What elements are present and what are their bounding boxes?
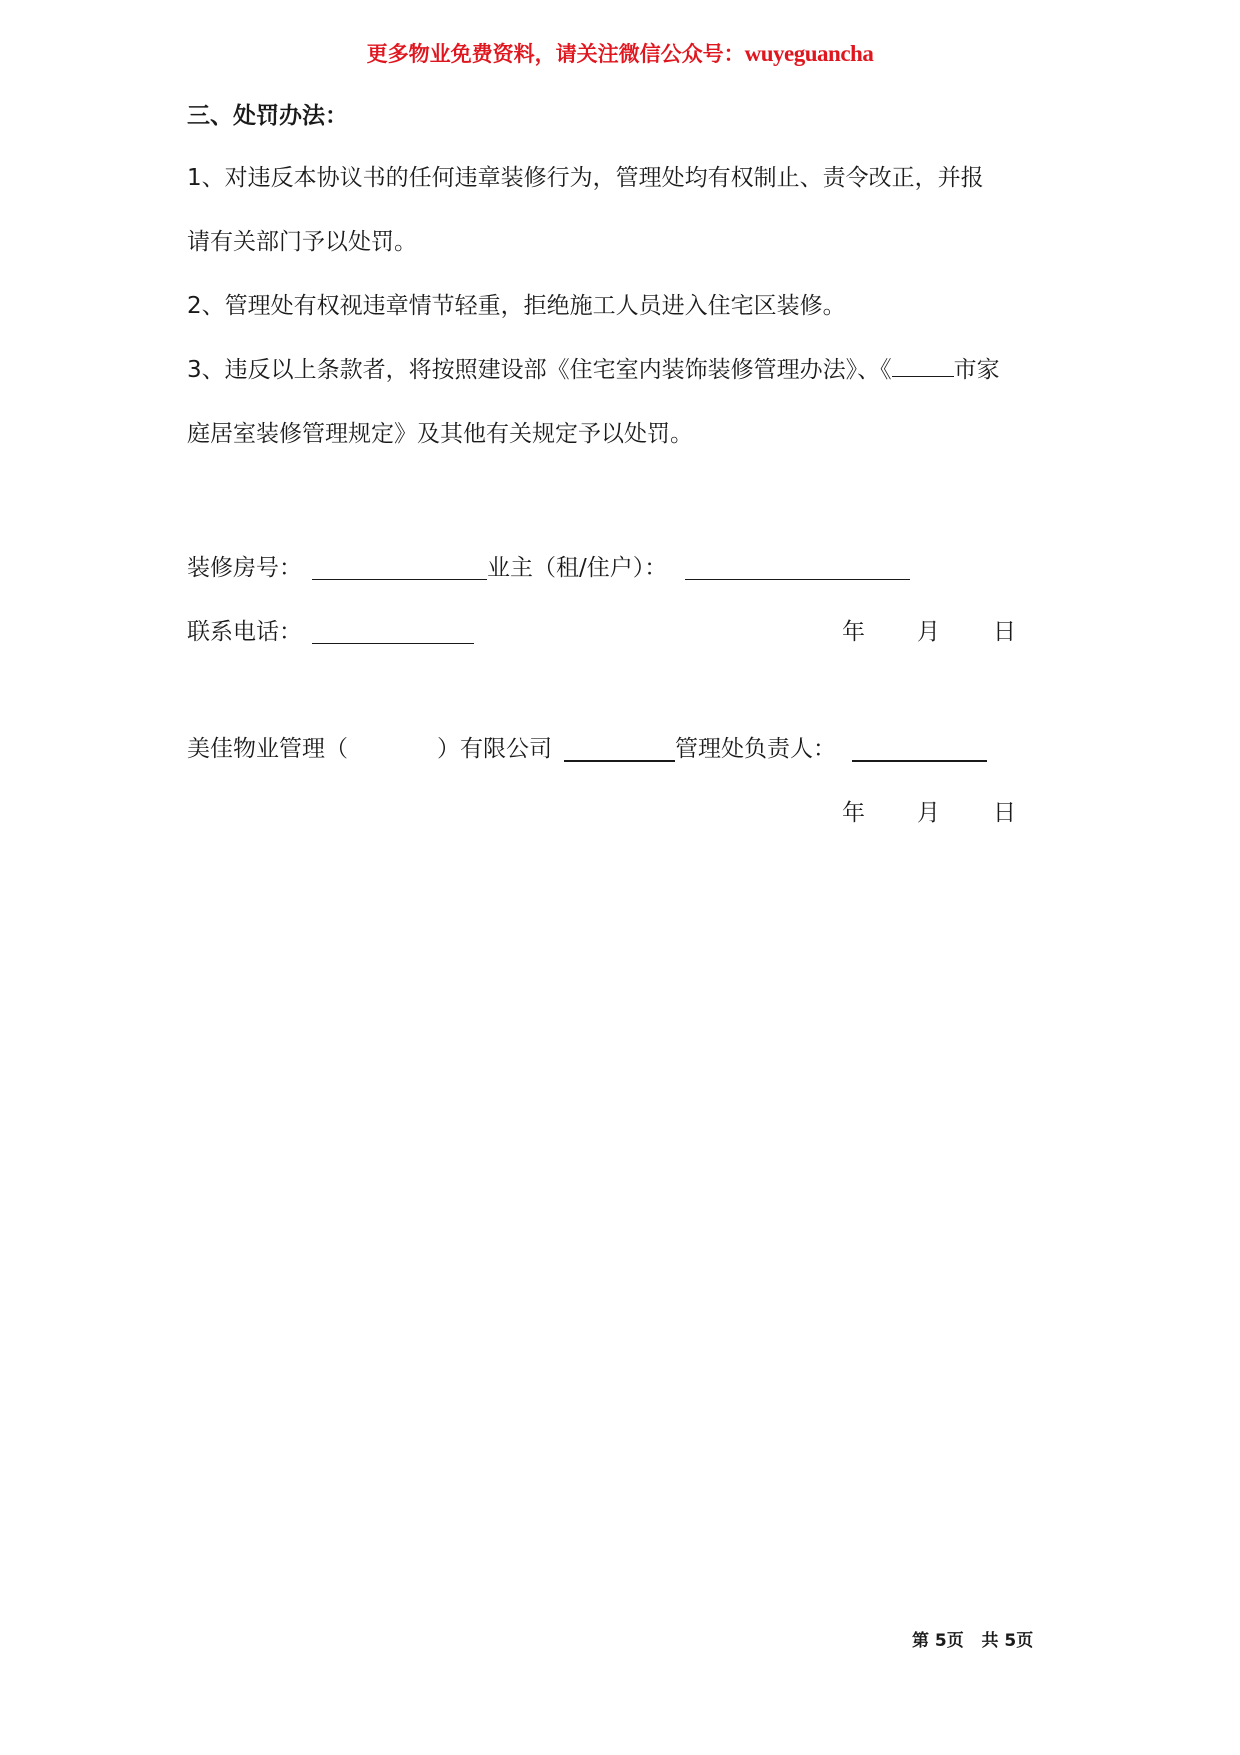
- date-day-label: 日: [993, 619, 1016, 645]
- clause-1-line-2: 请有关部门予以处罚。: [187, 229, 417, 255]
- company-manager-row: [187, 730, 1057, 770]
- page-total: 共 5页: [981, 1631, 1034, 1651]
- date-month-label: 月: [917, 619, 940, 645]
- promo-banner: [0, 38, 1240, 68]
- room-number-field[interactable]: [312, 579, 487, 580]
- owner-name-field[interactable]: [685, 579, 910, 580]
- phone-date-row: [187, 613, 1057, 653]
- phone-field[interactable]: [312, 643, 474, 644]
- sign-month-label: 月: [917, 800, 940, 826]
- promo-text: 更多物业免费资料，请关注微信公众号：: [366, 41, 745, 66]
- page-footer: [912, 1626, 1033, 1651]
- owner-label: 业主（租/住户）：: [487, 555, 668, 581]
- sign-day-label: 日: [993, 800, 1016, 826]
- room-label: 装修房号：: [187, 555, 302, 581]
- company-field[interactable]: [564, 760, 675, 762]
- company-label-b: ）有限公司: [437, 736, 552, 762]
- city-blank[interactable]: [892, 375, 954, 377]
- clause-3-line-1: [187, 338, 1057, 402]
- page-number: 第 5页: [912, 1631, 964, 1651]
- date-year-label: 年: [842, 619, 865, 645]
- manager-label: 管理处负责人：: [675, 736, 836, 762]
- signature-date-row: [187, 794, 1057, 834]
- section-heading: 三、处罚办法：: [187, 103, 348, 129]
- phone-label: 联系电话：: [187, 619, 302, 645]
- room-owner-row: [187, 549, 1057, 589]
- clause-1-line-1: 1、对违反本协议书的任何违章装修行为，管理处均有权制止、责令改正，并报: [187, 165, 984, 191]
- clause-3-line-2: 庭居室装修管理规定》及其他有关规定予以处罚。: [187, 421, 693, 447]
- company-label-a: 美佳物业管理（: [187, 736, 348, 762]
- wechat-handle: wuyeguancha: [744, 41, 874, 66]
- manager-signature-field[interactable]: [852, 760, 987, 762]
- sign-year-label: 年: [842, 800, 865, 826]
- clause-3-text-a: 3、违反以上条款者，将按照建设部《住宅室内装饰装修管理办法》、《: [187, 357, 892, 383]
- clause-2: 2、管理处有权视违章情节轻重，拒绝施工人员进入住宅区装修。: [187, 293, 846, 319]
- clause-3-text-b: 市家: [953, 357, 1000, 383]
